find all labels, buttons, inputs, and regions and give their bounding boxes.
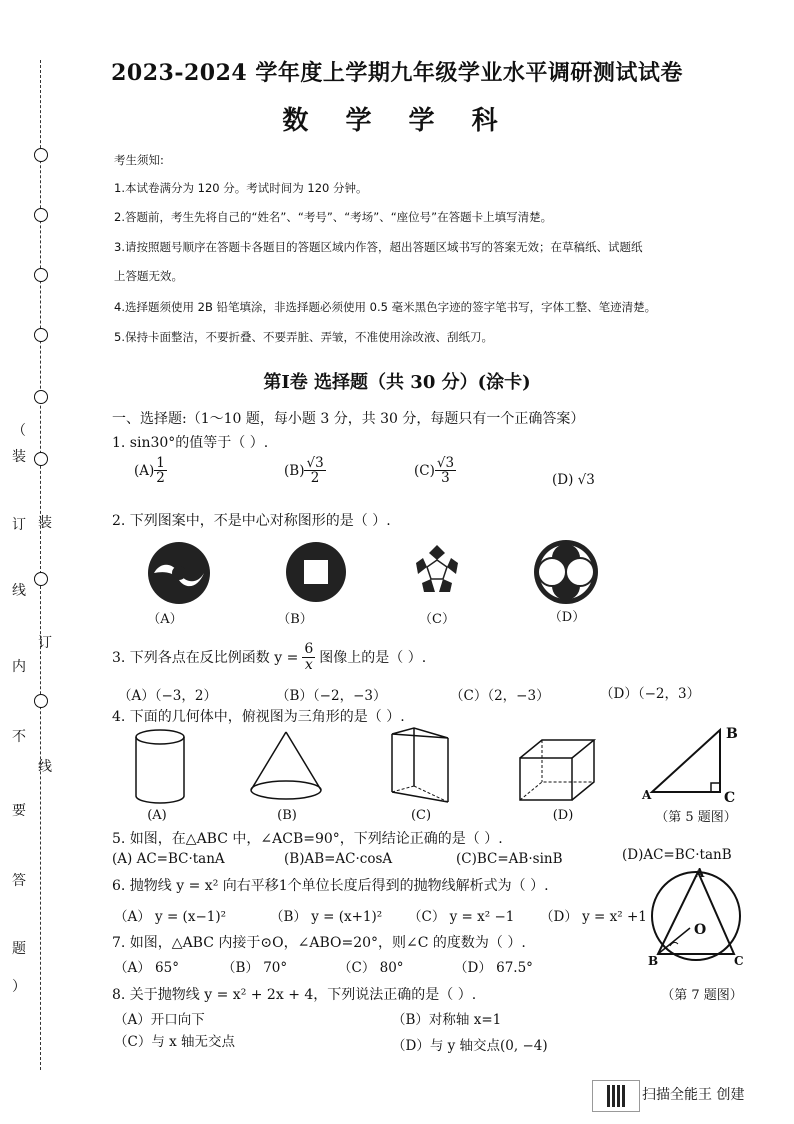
q6-option: （A） y = (x−1)² xyxy=(114,909,227,925)
q2-pattern-a xyxy=(146,540,212,606)
q3-stem xyxy=(112,642,426,672)
q1-option-c xyxy=(414,456,456,485)
fig5-label-c: C xyxy=(724,790,736,806)
option-label: (C) xyxy=(414,462,435,479)
binding-hole xyxy=(34,328,48,342)
fraction xyxy=(302,642,315,672)
q5-option: (B)AB=AC·cosA xyxy=(284,851,393,867)
q7-option: （D） 67.5° xyxy=(454,960,533,976)
q4-cylinder xyxy=(130,728,190,806)
fig7-circle-diagram xyxy=(648,866,748,966)
q8-option: （B）对称轴 x=1 xyxy=(392,1012,502,1028)
fig5-label-b: B xyxy=(726,726,738,742)
q4-label: (B) xyxy=(277,808,297,823)
qr-code-icon xyxy=(605,1085,627,1107)
binding-hole xyxy=(34,572,48,586)
scanner-logo xyxy=(592,1080,640,1112)
q7-stem: 7. 如图，△ABC 内接于⊙O，∠ABO=20°，则∠C 的度数为（ ）. xyxy=(112,935,526,951)
q5-option: (D)AC=BC·tanB xyxy=(622,847,732,863)
q6-option: （D） y = x² +1 xyxy=(540,909,647,925)
notice-item: 1.本试卷满分为 120 分。考试时间为 120 分钟。 xyxy=(114,181,368,195)
fig5-label-a: A xyxy=(642,788,652,802)
denominator: 2 xyxy=(156,470,165,487)
scanner-watermark: 扫描全能王 创建 xyxy=(642,1087,745,1103)
q4-label: (D) xyxy=(552,808,574,823)
numerator: √3 xyxy=(306,455,324,471)
q4-label: (C) xyxy=(410,808,432,823)
fig7-label-o: O xyxy=(694,922,707,938)
binding-hole xyxy=(34,148,48,162)
section-instruction: 一、选择题:（1～10 题，每小题 3 分，共 30 分，每题只有一个正确答案） xyxy=(112,411,585,427)
q6-option: （C） y = x² −1 xyxy=(408,909,515,925)
q3-option: （A）（−3，2） xyxy=(118,688,217,704)
binding-char: 内 xyxy=(12,659,26,675)
q3-stem-pre: 3. 下列各点在反比例函数 y = xyxy=(112,650,299,667)
binding-hole xyxy=(34,694,48,708)
numerator: 1 xyxy=(156,455,165,471)
exam-subject: 数 学 学 科 xyxy=(282,106,512,136)
binding-char: 装 xyxy=(38,515,52,531)
binding-char: 订 xyxy=(38,635,52,651)
q7-option: （C） 80° xyxy=(338,960,404,976)
q4-cuboid xyxy=(516,736,598,804)
q4-stem: 4. 下面的几何体中，俯视图为三角形的是（ ）. xyxy=(112,709,405,725)
binding-char: （ xyxy=(12,423,26,439)
fig7-label-a: A xyxy=(695,866,705,880)
q5-stem: 5. 如图，在△ABC 中，∠ACB=90°，下列结论正确的是（ ）. xyxy=(112,831,503,847)
notice-heading: 考生须知: xyxy=(114,153,164,167)
fig7-label-c: C xyxy=(734,954,744,968)
q7-option: （B） 70° xyxy=(222,960,288,976)
q8-stem: 8. 关于抛物线 y = x² + 2x + 4，下列说法正确的是（ ）. xyxy=(112,987,477,1003)
binding-char: 答 xyxy=(12,873,26,889)
binding-char: 题 xyxy=(12,941,26,957)
fig7-caption: （第 7 题图） xyxy=(661,988,743,1003)
binding-hole xyxy=(34,268,48,282)
q2-label: （C） xyxy=(419,612,455,627)
q2-pattern-c xyxy=(406,540,468,602)
denominator: 2 xyxy=(310,470,320,487)
notice-item: 5.保持卡面整洁，不要折叠、不要弄脏、弄皱，不准使用涂改液、刮纸刀。 xyxy=(114,330,493,344)
numerator: √3 xyxy=(436,455,455,471)
option-label: (A) xyxy=(134,462,155,479)
numerator: 6 xyxy=(304,641,314,657)
q4-cone xyxy=(246,728,326,804)
denominator: 3 xyxy=(441,470,450,487)
q6-option: （B） y = (x+1)² xyxy=(270,909,383,925)
binding-char: 装 xyxy=(12,449,26,465)
binding-char: 订 xyxy=(12,517,26,533)
q8-option: （D）与 y 轴交点(0, −4) xyxy=(392,1038,548,1054)
section-title: 第Ⅰ卷 选择题（共 30 分）(涂卡) xyxy=(263,372,531,393)
q2-label: （B） xyxy=(277,612,313,627)
binding-char: 要 xyxy=(12,803,26,819)
notice-item: 4.选择题须使用 2B 铅笔填涂，非选择题必须使用 0.5 毫米黑色字迹的签字笔书写，字体工整、笔迹清楚。 xyxy=(114,300,657,314)
exam-title: 2023-2024 学年度上学期九年级学业水平调研测试试卷 xyxy=(111,60,683,86)
q1-option-a xyxy=(134,456,167,485)
fraction xyxy=(435,456,456,485)
option-label: (B) xyxy=(284,462,305,479)
q4-triangular-prism xyxy=(386,726,456,810)
q2-label: （D） xyxy=(548,610,586,625)
denominator: x xyxy=(304,656,313,673)
q3-option: （D）（−2，3） xyxy=(600,686,701,702)
q2-label: （A） xyxy=(147,612,183,627)
binding-char: 不 xyxy=(12,729,26,745)
fig5-caption: （第 5 题图） xyxy=(655,810,737,825)
q3-option: （C）（2，−3） xyxy=(450,688,550,704)
q2-pattern-d xyxy=(532,538,600,606)
binding-char: ） xyxy=(12,979,26,995)
q3-stem-post: 图像上的是（ ）. xyxy=(319,650,427,667)
q8-option: （C）与 x 轴无交点 xyxy=(114,1034,236,1050)
q4-label: (A) xyxy=(147,808,167,823)
q5-option: (A) AC=BC·tanA xyxy=(112,851,225,867)
binding-hole xyxy=(34,452,48,466)
q6-stem: 6. 抛物线 y = x² 向右平移1个单位长度后得到的抛物线解析式为（ ）. xyxy=(112,878,549,894)
binding-char: 线 xyxy=(12,583,26,599)
q1-stem: 1. sin30°的值等于（ ）. xyxy=(112,435,269,451)
q3-option: （B）（−2，−3） xyxy=(276,688,387,704)
q1-option-d: (D) √3 xyxy=(552,472,595,488)
notice-item: 3.请按照题号顺序在答题卡各题目的答题区域内作答，超出答题区域书写的答案无效；在草稿纸、试题纸 xyxy=(114,240,643,254)
fig7-label-b: B xyxy=(648,954,659,968)
fraction xyxy=(304,456,325,485)
notice-item: 2.答题前，考生先将自己的“姓名”、“考号”、“考场”、“座位号”在答题卡上填写清楚。 xyxy=(114,210,553,224)
q7-option: （A） 65° xyxy=(114,960,179,976)
q5-option: (C)BC=AB·sinB xyxy=(456,851,563,867)
q2-stem: 2. 下列图案中，不是中心对称图形的是（ ）. xyxy=(112,513,391,529)
q8-option: （A）开口向下 xyxy=(114,1012,205,1028)
q2-pattern-b xyxy=(284,540,348,604)
binding-char: 线 xyxy=(38,759,52,775)
fraction xyxy=(154,456,167,485)
binding-hole xyxy=(34,208,48,222)
notice-item: 上答题无效。 xyxy=(114,269,183,283)
q1-option-b xyxy=(284,456,326,485)
